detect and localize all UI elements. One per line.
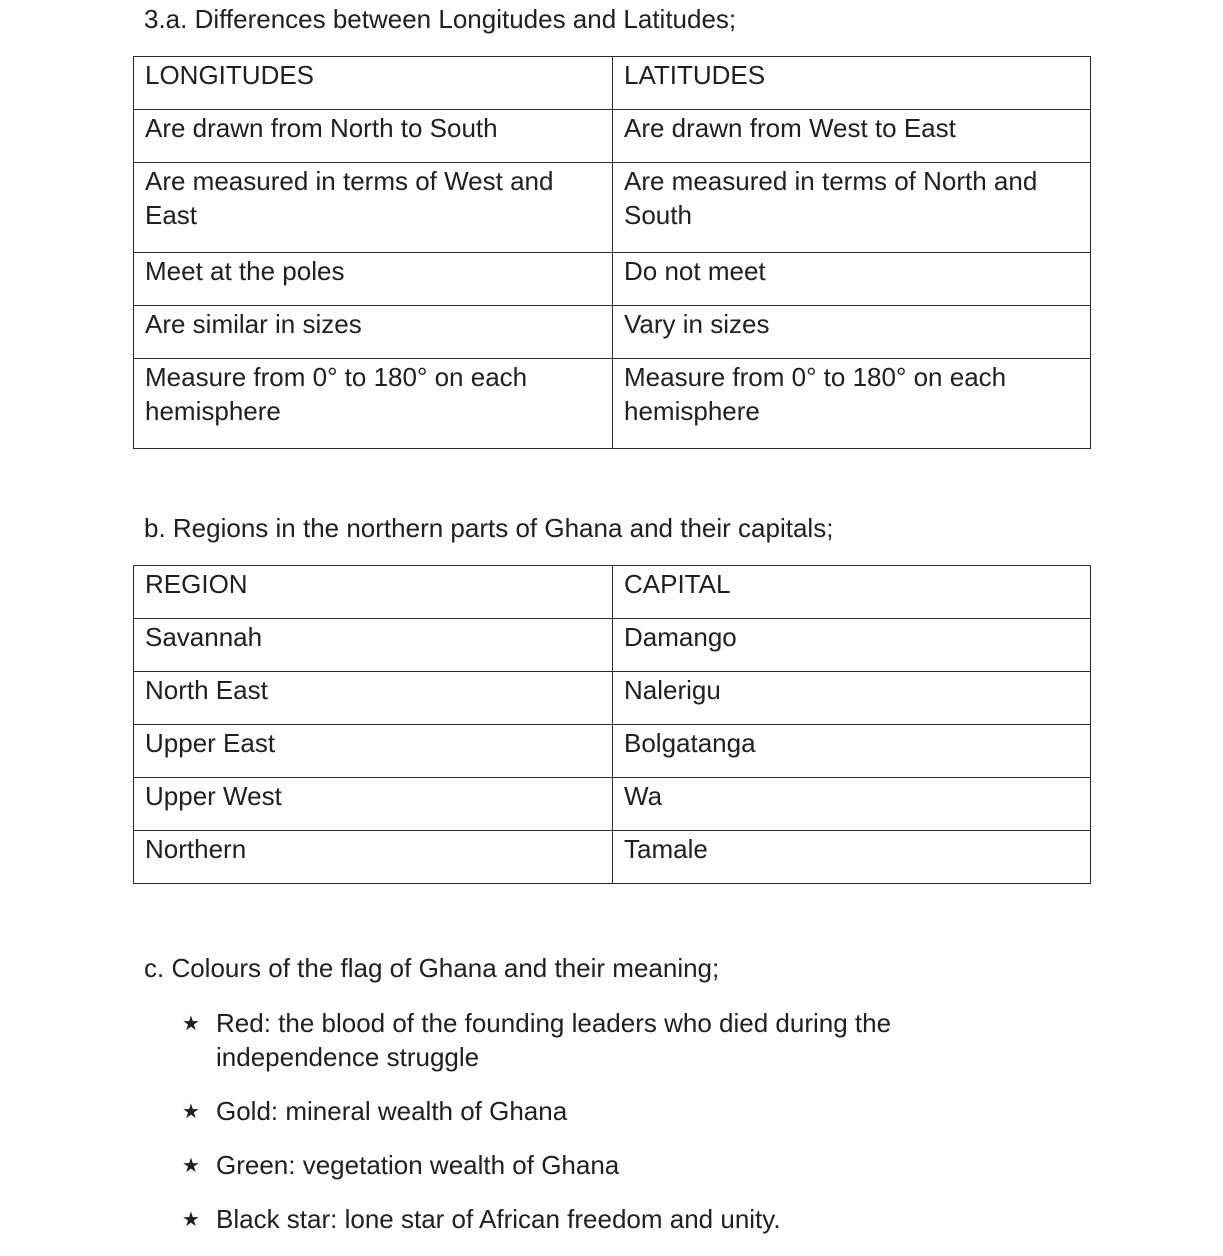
table-header-row bbox=[134, 566, 1091, 619]
section-a-heading: 3.a. Differences between Longitudes and Latitudes; bbox=[144, 4, 737, 34]
table-header-row bbox=[134, 57, 1091, 110]
table-row bbox=[134, 253, 1091, 306]
table-cell: Northern bbox=[134, 831, 613, 884]
list-item-text: Red: the blood of the founding leaders who died during the independence struggle bbox=[216, 1008, 892, 1072]
table-cell: Measure from 0° to 180° on each hemisphere bbox=[613, 359, 1091, 449]
list-item bbox=[182, 1006, 982, 1074]
star-icon: ★ bbox=[182, 1011, 200, 1035]
regions-capitals-table bbox=[133, 565, 1091, 884]
table-cell: Measure from 0° to 180° on each hemisphere bbox=[134, 359, 613, 449]
section-b-heading: b. Regions in the northern parts of Ghana and their capitals; bbox=[144, 513, 834, 543]
header-region: REGION bbox=[134, 566, 613, 619]
flag-colours-list bbox=[182, 1006, 982, 1256]
table-cell: Are measured in terms of North and South bbox=[613, 163, 1091, 253]
list-item bbox=[182, 1148, 982, 1182]
table-cell: Tamale bbox=[613, 831, 1091, 884]
list-item-text: Green: vegetation wealth of Ghana bbox=[216, 1150, 620, 1180]
table-cell: Are drawn from North to South bbox=[134, 110, 613, 163]
table-row bbox=[134, 725, 1091, 778]
table-row bbox=[134, 163, 1091, 253]
table-row bbox=[134, 831, 1091, 884]
table-cell: Are measured in terms of West and East bbox=[134, 163, 613, 253]
header-latitudes: LATITUDES bbox=[613, 57, 1091, 110]
table-row bbox=[134, 672, 1091, 725]
star-icon: ★ bbox=[182, 1153, 200, 1177]
table-cell: Damango bbox=[613, 619, 1091, 672]
table-row bbox=[134, 619, 1091, 672]
list-item bbox=[182, 1094, 982, 1128]
table-cell: Are drawn from West to East bbox=[613, 110, 1091, 163]
table-row bbox=[134, 306, 1091, 359]
table-cell: Vary in sizes bbox=[613, 306, 1091, 359]
table-row bbox=[134, 359, 1091, 449]
table-cell: Meet at the poles bbox=[134, 253, 613, 306]
table-cell: Upper East bbox=[134, 725, 613, 778]
star-icon: ★ bbox=[182, 1099, 200, 1123]
table-cell: Are similar in sizes bbox=[134, 306, 613, 359]
table-cell: Bolgatanga bbox=[613, 725, 1091, 778]
longitudes-latitudes-table bbox=[133, 56, 1091, 449]
table-cell: Upper West bbox=[134, 778, 613, 831]
list-item-text: Black star: lone star of African freedom and unity. bbox=[216, 1204, 781, 1234]
star-icon: ★ bbox=[182, 1207, 200, 1231]
header-longitudes: LONGITUDES bbox=[134, 57, 613, 110]
table-row bbox=[134, 110, 1091, 163]
table-cell: Do not meet bbox=[613, 253, 1091, 306]
header-capital: CAPITAL bbox=[613, 566, 1091, 619]
section-c-heading: c. Colours of the flag of Ghana and their meaning; bbox=[144, 953, 720, 983]
table-cell: Savannah bbox=[134, 619, 613, 672]
table-cell: Nalerigu bbox=[613, 672, 1091, 725]
table-cell: North East bbox=[134, 672, 613, 725]
list-item bbox=[182, 1202, 982, 1236]
list-item-text: Gold: mineral wealth of Ghana bbox=[216, 1096, 568, 1126]
table-row bbox=[134, 778, 1091, 831]
table-cell: Wa bbox=[613, 778, 1091, 831]
